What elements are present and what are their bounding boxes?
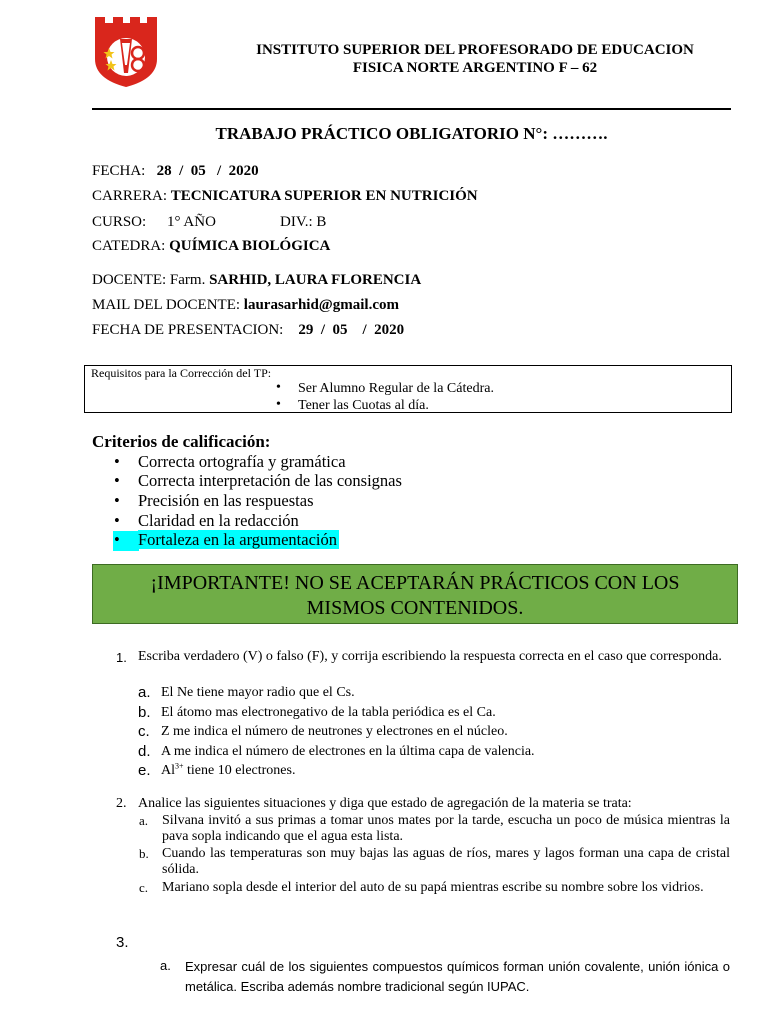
bullet-icon: •: [114, 530, 120, 549]
item-text: Z me indica el número de neutrones y electrones en el núcleo.: [161, 724, 508, 739]
item-text: Mariano sopla desde el interior del auto de su papá mientras escribe su nombre sobre los vidrios.: [162, 880, 704, 895]
criteria-item: [114, 511, 299, 531]
division-field: DIV.: B: [280, 214, 327, 230]
bullet-icon: •: [114, 452, 120, 471]
catedra-field: [92, 238, 330, 255]
item-letter: b.: [139, 846, 149, 861]
important-line1: ¡IMPORTANTE! NO SE ACEPTARÁN PRÁCTICOS CON LOS: [150, 572, 680, 594]
carrera-value: TECNICATURA SUPERIOR EN NUTRICIÓN: [170, 188, 478, 204]
bullet-icon: •: [114, 491, 120, 510]
institute-shield-logo: [93, 15, 159, 89]
question-text: Analice las siguientes situaciones y diga que estado de agregación de la materia se trata:: [138, 796, 632, 811]
docente-field: [92, 272, 421, 289]
item-text: A me indica el número de electrones en la última capa de valencia.: [161, 744, 535, 759]
criteria-item: [114, 491, 314, 511]
item-letter: d.: [138, 743, 151, 760]
item-letter: c.: [138, 723, 150, 740]
requirements-label: Requisitos para la Corrección del TP:: [91, 366, 272, 380]
mail-value: laurasarhid@gmail.com: [243, 297, 399, 313]
catedra-label: CATEDRA:: [92, 238, 170, 254]
item-text: Silvana invitó a sus primas a tomar unos mates por la tarde, escucha un poco de música mientras la pava sopla indicando que el agua esta lista.: [162, 813, 730, 844]
charge-superscript: 3+: [175, 761, 184, 771]
fecha-label: FECHA:: [92, 163, 146, 179]
presentacion-value: 29 / 05 / 2020: [283, 322, 405, 338]
document-title: TRABAJO PRÁCTICO OBLIGATORIO N°: ……….: [215, 124, 608, 143]
item-letter: a.: [138, 684, 151, 701]
item-letter: a.: [139, 813, 149, 828]
header-divider: [92, 108, 731, 110]
docente-value: SARHID, LAURA FLORENCIA: [209, 272, 422, 288]
question-text: Escriba verdadero (V) o falso (F), y corrija escribiendo la respuesta correcta en el caso que corresponda.: [138, 649, 722, 664]
question-number: 2.: [116, 796, 127, 811]
item-text: El átomo mas electronegativo de la tabla periódica es el Ca.: [161, 705, 496, 720]
question-number: 3.: [116, 934, 129, 951]
item-text: [161, 763, 295, 779]
bullet-icon: •: [114, 511, 120, 530]
mail-field: [92, 297, 399, 314]
requirement-item: • Tener las Cuotas al día.: [298, 398, 429, 414]
carrera-label: CARRERA:: [92, 188, 171, 204]
criteria-item-text: Precisión en las respuestas: [138, 491, 314, 510]
institute-name-line1: INSTITUTO SUPERIOR DEL PROFESORADO DE EDUCACION: [256, 42, 694, 58]
important-banner: [92, 564, 738, 624]
criteria-title: Criterios de calificación:: [92, 432, 271, 451]
catedra-value: QUÍMICA BIOLÓGICA: [169, 238, 331, 254]
mail-label: MAIL DEL DOCENTE:: [92, 297, 244, 313]
item-text-pre: Al: [161, 763, 175, 778]
item-text: Expresar cuál de los siguientes compuestos químicos forman unión covalente, unión iónica o metálica. Escriba además nombre tradicional según IUPAC.: [185, 959, 730, 994]
carrera-field: [92, 188, 478, 205]
criteria-item-text: Claridad en la redacción: [138, 511, 299, 530]
fecha-value: 28 / 05 / 2020: [145, 163, 259, 179]
fecha-field: [92, 163, 259, 180]
criteria-item: [114, 471, 402, 491]
important-line2: MISMOS CONTENIDOS.: [306, 597, 524, 619]
item-letter: b.: [138, 704, 151, 721]
bullet-icon: •: [114, 471, 120, 490]
question-number: 1.: [116, 650, 127, 665]
item-text: Cuando las temperaturas son muy bajas las aguas de ríos, mares y lagos forman una capa de cristal sólida.: [162, 846, 730, 877]
item-letter: c.: [139, 880, 149, 895]
criteria-item-text: Fortaleza en la argumentación: [138, 530, 337, 549]
presentacion-label: FECHA DE PRESENTACION:: [92, 322, 284, 338]
presentacion-field: [92, 322, 404, 339]
requirement-item: • Ser Alumno Regular de la Cátedra.: [298, 381, 494, 397]
docente-label: DOCENTE: Farm.: [92, 272, 210, 288]
criteria-item-text: Correcta interpretación de las consignas: [138, 471, 402, 490]
item-letter: e.: [138, 762, 151, 779]
criteria-item: [114, 452, 346, 472]
institute-name-line2: FISICA NORTE ARGENTINO F – 62: [352, 60, 598, 76]
curso-label: CURSO:: [92, 214, 147, 230]
criteria-item-highlighted: [114, 530, 339, 550]
item-letter: a.: [160, 958, 171, 973]
criteria-item-text: Correcta ortografía y gramática: [138, 452, 346, 471]
item-text-post: tiene 10 electrones.: [183, 763, 296, 778]
item-text: El Ne tiene mayor radio que el Cs.: [161, 685, 355, 700]
curso-value: 1° AÑO: [167, 214, 216, 230]
